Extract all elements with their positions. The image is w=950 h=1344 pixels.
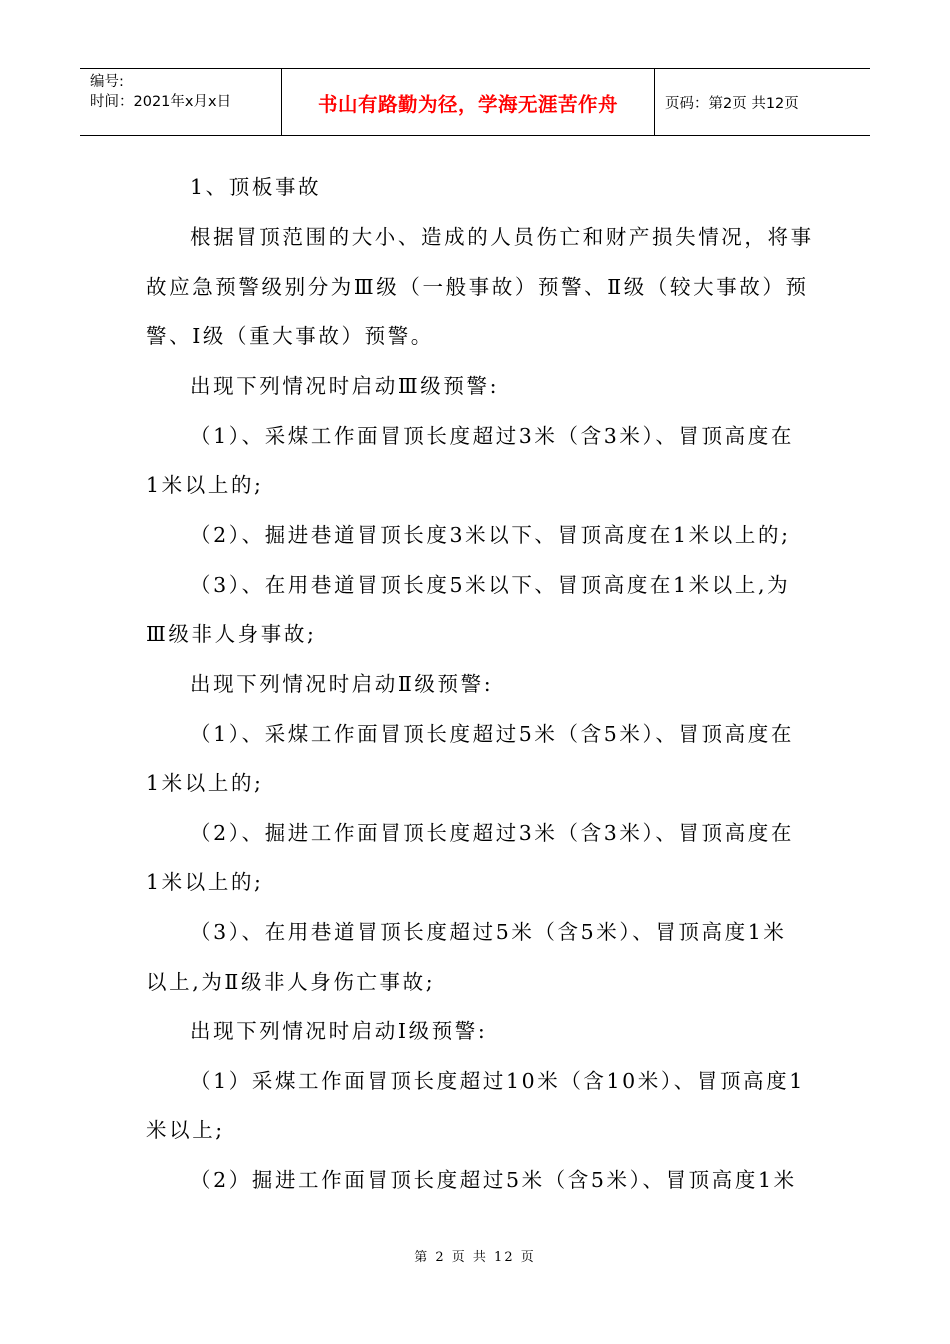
paragraph-line: （1）采煤工作面冒顶长度超过10米（含10米）、冒顶高度1 xyxy=(190,1069,805,1093)
motto-text: 书山有路勤为径，学海无涯苦作舟 xyxy=(317,93,618,116)
paragraph-line: 1米以上的; xyxy=(146,771,264,795)
paragraph-line: （2）、掘进工作面冒顶长度超过3米（含3米）、冒顶高度在 xyxy=(190,821,794,845)
paragraph-line: 以上,为Ⅱ级非人身伤亡事故; xyxy=(146,970,436,994)
paragraph-line: 故应急预警级别分为Ⅲ级（一般事故）预警、Ⅱ级（较大事故）预 xyxy=(146,275,809,299)
paragraph-line: （1）、采煤工作面冒顶长度超过5米（含5米）、冒顶高度在 xyxy=(190,722,794,746)
paragraph-line: 警、Ⅰ级（重大事故）预警。 xyxy=(146,324,434,348)
paragraph-line: （1）、采煤工作面冒顶长度超过3米（含3米）、冒顶高度在 xyxy=(190,424,794,448)
header-motto-cell xyxy=(282,69,655,135)
paragraph-line: 1米以上的; xyxy=(146,870,264,894)
paragraph-line: （2）、掘进巷道冒顶长度3米以下、冒顶高度在1米以上的; xyxy=(190,523,791,547)
document-header xyxy=(80,68,870,136)
paragraph-line: 1米以上的; xyxy=(146,473,264,497)
paragraph-line: 出现下列情况时启动Ⅰ级预警: xyxy=(190,1019,488,1043)
header-page-cell xyxy=(655,69,870,135)
paragraph-line: 米以上; xyxy=(146,1118,225,1142)
paragraph-line: （2）掘进工作面冒顶长度超过5米（含5米）、冒顶高度1米 xyxy=(190,1168,797,1192)
paragraph-line: 出现下列情况时启动Ⅱ级预警: xyxy=(190,672,494,696)
paragraph-line: （3）、在用巷道冒顶长度5米以下、冒顶高度在1米以上,为 xyxy=(190,573,791,597)
paragraph-line: 根据冒顶范围的大小、造成的人员伤亡和财产损失情况，将事 xyxy=(190,225,814,249)
paragraph-line: （3）、在用巷道冒顶长度超过5米（含5米）、冒顶高度1米 xyxy=(190,920,787,944)
page-label: 页码：第2页 共12页 xyxy=(665,95,799,112)
number-label: 编号: xyxy=(90,74,124,90)
date-label: 时间：2021年x月x日 xyxy=(90,94,232,110)
paragraph-line: 出现下列情况时启动Ⅲ级预警: xyxy=(190,374,500,398)
header-meta-cell xyxy=(80,69,282,135)
section-heading: 1、顶板事故 xyxy=(190,175,322,199)
paragraph-line: Ⅲ级非人身事故; xyxy=(146,622,317,646)
page-footer: 第 2 页 共 12 页 xyxy=(414,1250,536,1265)
